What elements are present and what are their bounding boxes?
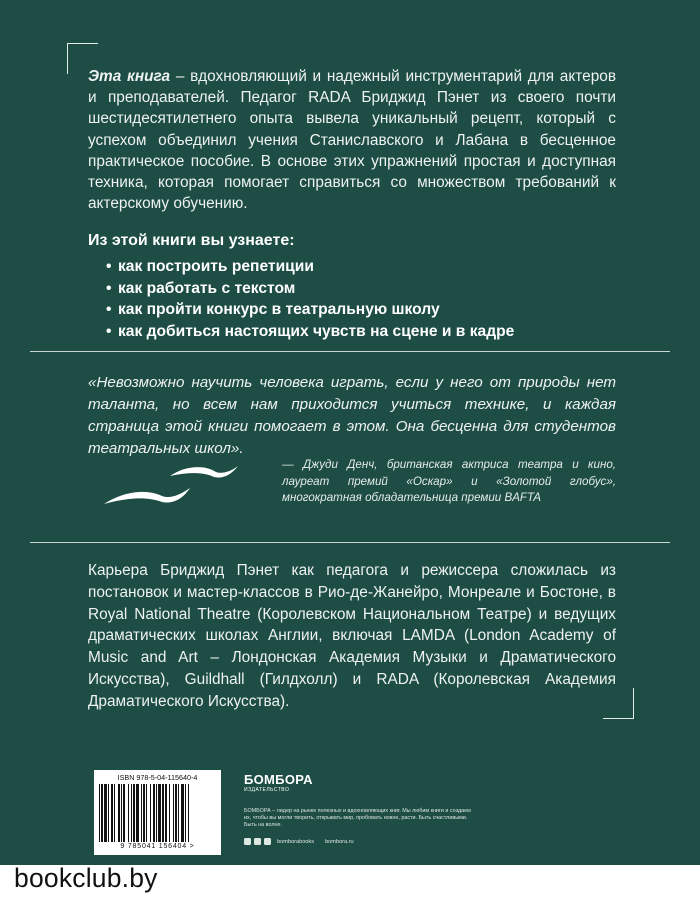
learn-list — [120, 256, 514, 342]
instagram-icon[interactable] — [254, 838, 261, 845]
vk-icon[interactable] — [244, 838, 251, 845]
divider-line — [30, 351, 670, 352]
learn-item: • как работать с текстом — [120, 278, 514, 300]
divider-line — [30, 542, 670, 543]
youtube-icon[interactable] — [264, 838, 271, 845]
birds-illustration — [100, 462, 250, 512]
social-links — [244, 838, 354, 845]
barcode-digits: 9 785041 156404 > — [120, 843, 195, 850]
author-bio: Карьера Бриджид Пэнет как педагога и режиссера сложилась из постановок и мастер-классов в Рио-де-Жанейро, Монреале и Бостоне, в Royal National Theatre (Королевском Национальном Театре) и ведущих драматических школах Англии, включая LAMDA (London Academy of Music and Art – Лондонская Академия Музыки и Драматического Искусства), Guildhall (Гилдхолл) и RADA (Королевская Академия Драматического Искусства). — [88, 562, 616, 710]
barcode-bars — [98, 784, 217, 842]
intro-lead: Эта книга — [88, 68, 171, 85]
corner-bracket-bottom-right — [603, 688, 634, 719]
watermark: bookclub.by — [14, 863, 158, 893]
publisher-logo: БОМБОРА — [244, 772, 313, 787]
social-handle[interactable]: bomborabooks — [277, 838, 315, 845]
publisher-website[interactable]: bombora.ru — [325, 838, 354, 845]
isbn-number: ISBN 978-5-04-115640-4 — [117, 773, 198, 782]
learn-item: • как добиться настоящих чувств на сцене и в кадре — [120, 321, 514, 343]
quote-attribution: — Джуди Денч, британская актриса театра и кино, лауреат премий «Оскар» и «Золотой глобус», многократная обладательница премии BAFTA — [282, 458, 616, 505]
learn-item: • как пройти конкурс в театральную школу — [120, 299, 514, 321]
publisher-blurb: БОМБОРА – лидер на рынке полезных и вдохновляющих книг. Мы любим книги и создаем их, чтобы вы могли творить, открывать мир, пробовать новое, расти. Быть счастливыми. Быть на волне. — [244, 808, 471, 829]
barcode-label — [94, 770, 221, 855]
learn-item: • как построить репетиции — [120, 256, 514, 278]
review-quote: «Невозможно научить человека играть, если у него от природы нет таланта, но всем нам приходится учиться технике, и каждая страница этой книги помогает в этом. Она бесценна для студентов театральных школ». — [88, 374, 616, 457]
intro-text: – вдохновляющий и надежный инструментарий для актеров и преподавателей. Педагог RADA Бриджид Пэнет из своего почти шестидесятилетнего опыта вывела уникальный рецепт, который с успехом объединил учения Станиславского и Лабана в бесценное практическое пособие. В основе этих упражнений простая и доступная техника, которая помогает справиться со множеством требований к актерскому обучению. — [88, 68, 616, 213]
learn-heading: Из этой книги вы узнаете: — [88, 232, 295, 249]
publisher-subtitle: ИЗДАТЕЛЬСТВО — [244, 787, 290, 793]
intro-paragraph — [88, 66, 616, 214]
